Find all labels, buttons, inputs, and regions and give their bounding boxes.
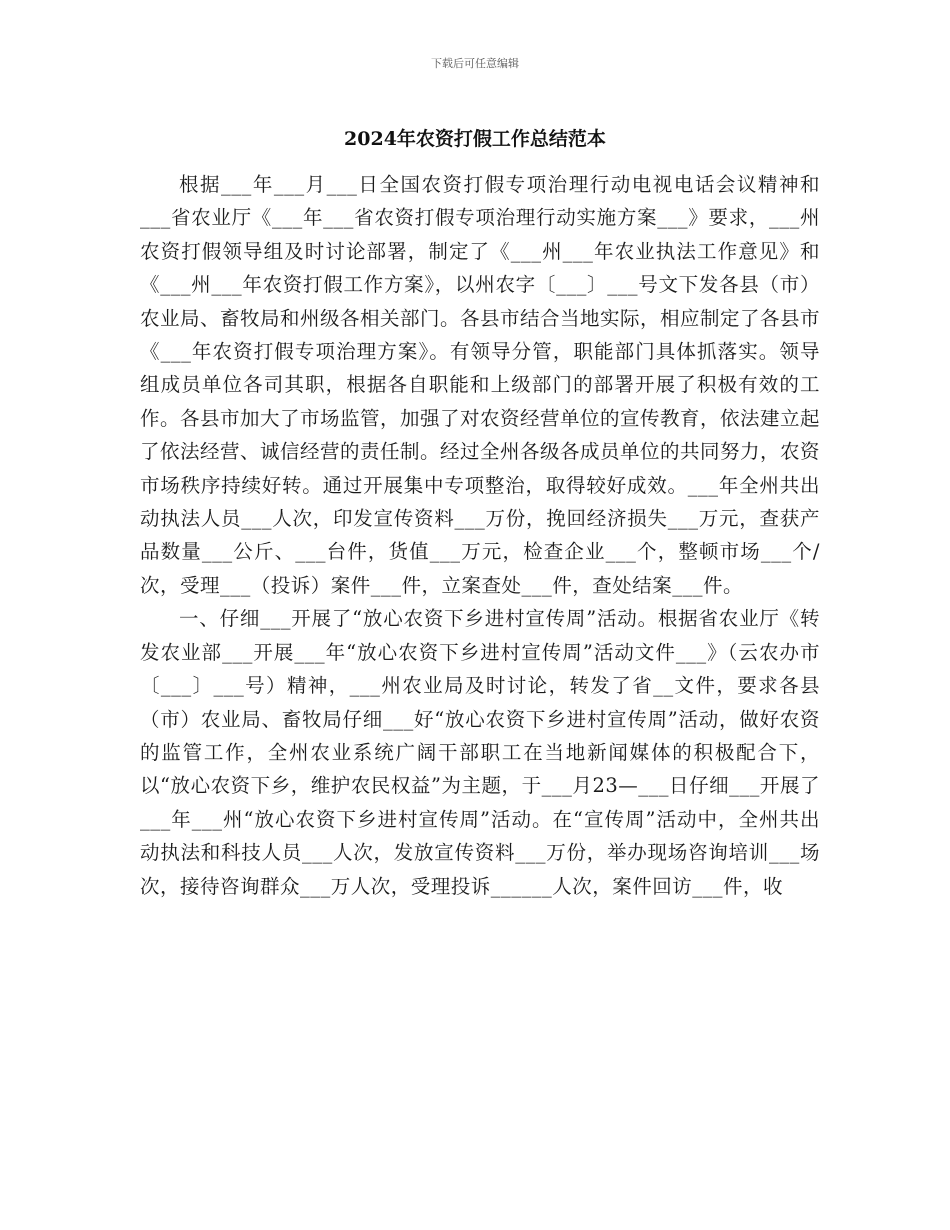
paragraph-intro: 根据___年___月___日全国农资打假专项治理行动电视电话会议精神和___省农业厅《___年___省农资打假专项治理行动实施方案___》要求，___州农资打假领导组及时讨论部署，制定了《___州___年农业执法工作意见》和《___州___年农资打假工作方案》，以州农字〔___〕___号文下发各县（市）农业局、畜牧局和州级各相关部门。各县市结合当地实际，相应制定了各县市《___年农资打假专项治理方案》。有领导分管，职能部门具体抓落实。领导组成员单位各司其职，根据各自职能和上级部门的部署开展了积极有效的工作。各县市加大了市场监管，加强了对农资经营单位的宣传教育，依法建立起了依法经营、诚信经营的责任制。经过全州各级各成员单位的共同努力，农资市场秩序持续好转。通过开展集中专项整治，取得较好成效。___年全州共出动执法人员___人次，印发宣传资料___万份，挽回经济损失___万元，查获产品数量___公斤、___台件，货值___万元，检查企业___个，整顿市场___个/次，受理___（投诉）案件___件，立案查处___件，查处结案___件。: [140, 173, 821, 597]
document-title: 2024年农资打假工作总结范本: [344, 128, 606, 150]
document-body: [140, 168, 820, 903]
paragraph-section-1: 一、仔细___开展了“放心农资下乡进村宣传周”活动。根据省农业厅《转发农业部___开展___年“放心农资下乡进村宣传周”活动文件___》（云农办市〔___〕___号）精神，___州农业局及时讨论，转发了省__文件，要求各县（市）农业局、畜牧局仔细___好“放心农资下乡进村宣传周”活动，做好农资的监管工作，全州农业系统广阔干部职工在当地新闻媒体的积极配合下，以“放心农资下乡，维护农民权益”为主题，于___月23—___日仔细___开展了___年___州“放心农资下乡进村宣传周”活动。在“宣传周”活动中，全州共出动执法和科技人员___人次，发放宣传资料___万份，举办现场咨询培训___场次，接待咨询群众___万人次，受理投诉______人次，案件回访___件，收: [140, 607, 820, 898]
page-header-note: 下载后可任意编辑: [431, 57, 519, 70]
